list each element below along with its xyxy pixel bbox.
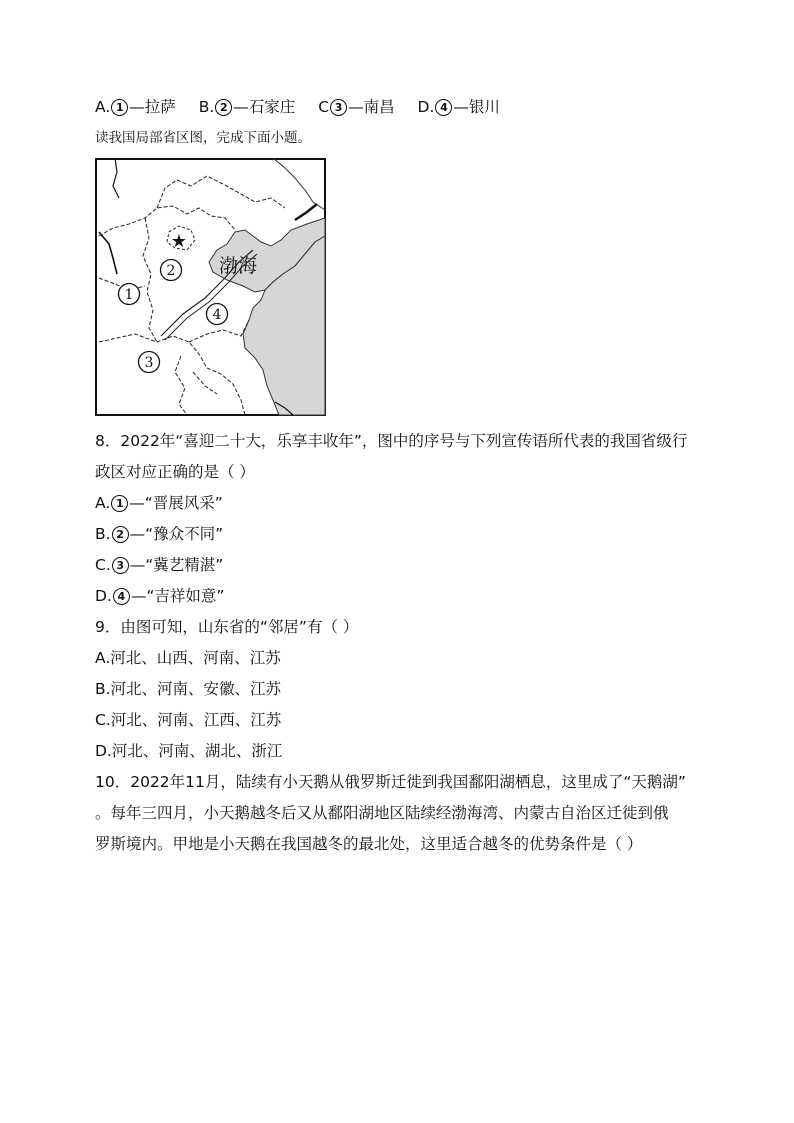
circled-number: 1 xyxy=(111,99,128,116)
circled-number: 3 xyxy=(112,557,129,574)
bohai-label: 渤海 xyxy=(218,255,258,277)
previous-question-options xyxy=(95,96,500,118)
q10-line2: 。每年三四月，小天鹅越冬后又从鄱阳湖地区陆续经渤海湾、内蒙古自治区迁徙到俄 xyxy=(95,804,669,822)
intro-text: 读我国局部省区图，完成下面小题。 xyxy=(95,130,311,146)
svg-text:1: 1 xyxy=(124,287,134,303)
circled-number: 4 xyxy=(435,99,452,116)
q8-stem-line1: 8．2022年“喜迎二十大，乐享丰收年”，图中的序号与下列宣传语所代表的我国省级行 xyxy=(95,432,688,450)
region-label-3 xyxy=(139,352,160,373)
province-map xyxy=(95,158,326,416)
q9-option-b[interactable]: B.河北、河南、安徽、江苏 xyxy=(95,680,282,698)
q8-stem-line2: 政区对应正确的是（ ） xyxy=(95,463,255,481)
circled-number: 2 xyxy=(112,526,129,543)
circled-number: 3 xyxy=(330,99,347,116)
region-label-2 xyxy=(161,260,182,281)
capital-star-icon: ★ xyxy=(170,231,188,252)
region-label-1 xyxy=(119,284,140,305)
q8-option-a[interactable]: A. 1 —“晋展风采” xyxy=(95,494,223,512)
q8-option-b[interactable]: B. 2 —“豫众不同” xyxy=(95,525,224,543)
circled-number: 4 xyxy=(113,588,130,605)
option-b[interactable]: B. 2 —石家庄 xyxy=(198,98,296,116)
svg-text:4: 4 xyxy=(212,307,222,323)
circled-number: 2 xyxy=(215,99,232,116)
option-d[interactable]: D. 4 —银川 xyxy=(417,98,500,116)
q8-option-d[interactable]: D. 4 —“吉祥如意” xyxy=(95,587,225,605)
q9-option-a[interactable]: A.河北、山西、河南、江苏 xyxy=(95,649,281,667)
svg-text:2: 2 xyxy=(166,263,176,279)
circled-number: 1 xyxy=(111,495,128,512)
region-label-4 xyxy=(207,304,228,325)
q10-line1: 10．2022年11月，陆续有小天鹅从俄罗斯迁徙到我国鄱阳湖栖息，这里成了“天鹅湖” xyxy=(95,773,686,791)
q9-option-c[interactable]: C.河北、河南、江西、江苏 xyxy=(95,711,282,729)
q9-option-d[interactable]: D.河北、河南、湖北、浙江 xyxy=(95,742,283,760)
q9-stem: 9．由图可知，山东省的“邻居”有（ ） xyxy=(95,618,359,636)
q8-option-c[interactable]: C. 3 —“冀艺精湛” xyxy=(95,556,224,574)
svg-text:3: 3 xyxy=(144,355,154,371)
option-c[interactable]: C 3 —南昌 xyxy=(318,98,395,116)
q10-line3: 罗斯境内。甲地是小天鹅在我国越冬的最北处，这里适合越冬的优势条件是（ ） xyxy=(95,835,643,853)
option-a[interactable]: A. 1 —拉萨 xyxy=(95,98,176,116)
